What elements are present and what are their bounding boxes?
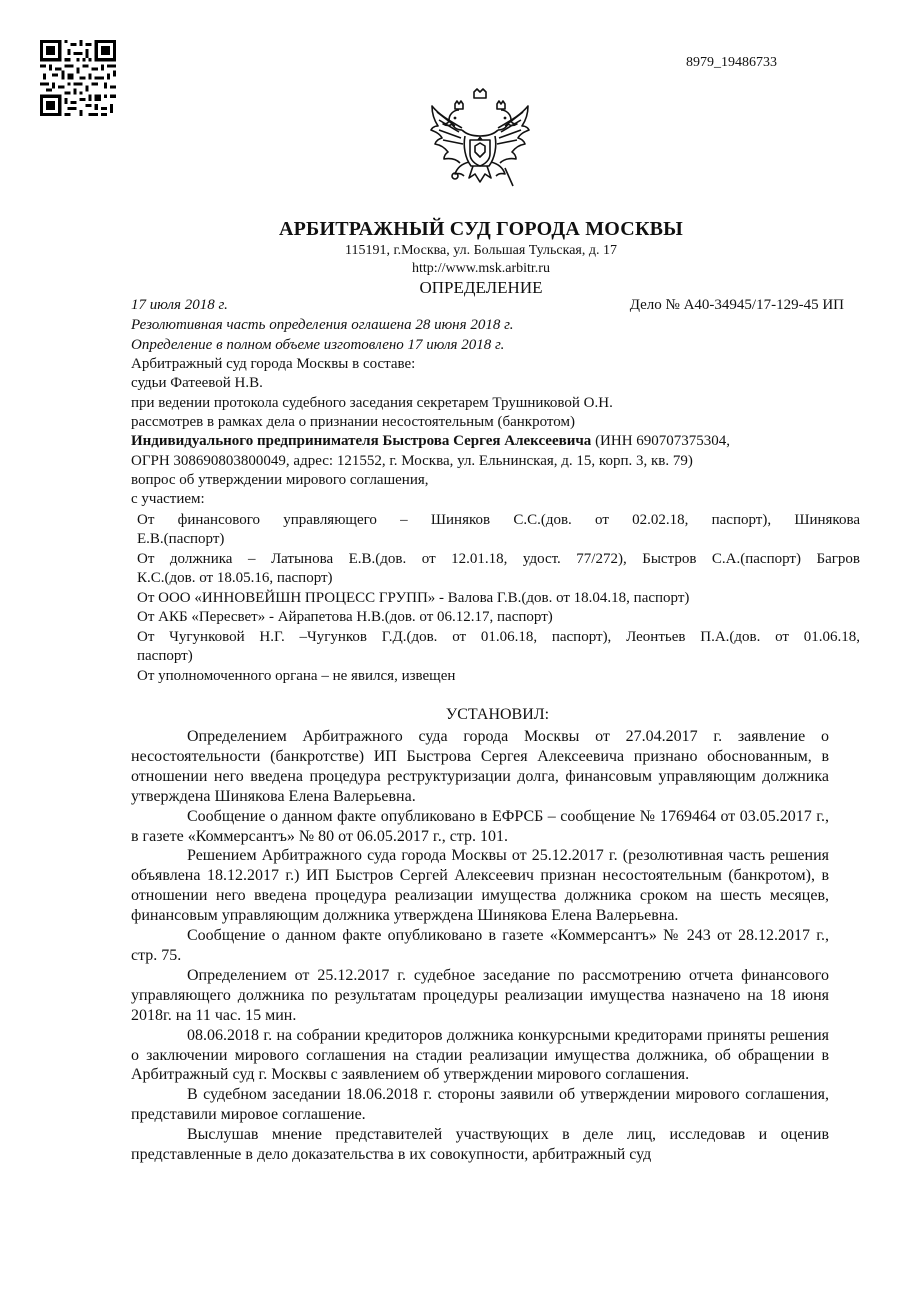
participant-financial-manager-cont: Е.В.(паспорт) [137, 531, 225, 547]
participant-bank: От АКБ «Пересвет» - Айрапетова Н.В.(дов. от 06.12.17, паспорт) [137, 609, 553, 625]
participant-debtor-cont: К.С.(дов. от 18.05.16, паспорт) [137, 570, 333, 586]
debtor-name: Индивидуального предпринимателя Быстрова Сергея Алексеевича [131, 433, 592, 449]
operative-part-date: Резолютивная часть определения оглашена 28 июня 2018 г. [131, 317, 514, 333]
court-website-link[interactable]: http://www.msk.arbitr.ru [412, 261, 550, 276]
secretary-line: при ведении протокола судебного заседания секретарем Трушниковой О.Н. [131, 395, 613, 411]
judge-line: судьи Фатеевой Н.В. [131, 375, 263, 391]
established-body [131, 727, 829, 1165]
case-subject-line: рассмотрев в рамках дела о признании несостоятельным (банкротом) [131, 414, 575, 430]
paragraph: Сообщение о данном факте опубликовано в ЕФРСБ – сообщение № 1769464 от 03.05.2017 г., в газете «Коммерсантъ» № 80 от 06.05.2017 г., стр. 101. [131, 807, 829, 845]
qr-code-icon [40, 40, 116, 116]
participant-llc: От ООО «ИННОВЕЙШН ПРОЦЕСС ГРУПП» - Валова Г.В.(дов. от 18.04.18, паспорт) [137, 590, 690, 606]
case-number: Дело № А40-34945/17-129-45 ИП [629, 297, 844, 313]
composition-line: Арбитражный суд города Москвы в составе: [131, 356, 416, 372]
participant-chugunkova-cont: паспорт) [137, 648, 193, 664]
paragraph: Решением Арбитражного суда города Москвы от 25.12.2017 г. (резолютивная часть решения объявлена 18.12.2017 г.) ИП Быстров Сергей Алексеевич признан несостоятельным (банкротом), в отношении него введена процедура реализации имущества должника сроком на шесть месяцев, финансовым управляющим должника утверждена Шинякова Елена Валерьевна. [131, 847, 829, 925]
paragraph: Сообщение о данном факте опубликовано в газете «Коммерсантъ» № 243 от 28.12.2017 г., стр. 75. [131, 927, 829, 964]
paragraph: 08.06.2018 г. на собрании кредиторов должника конкурсными кредиторами приняты решения о заключении мирового соглашения на стадии реализации имущества должника, об обращении в Арбитражный суд г. Москвы с заявлением об утверждении мирового соглашения. [131, 1026, 829, 1084]
document-type: ОПРЕДЕЛЕНИЕ [419, 278, 543, 297]
document-id: 8979_19486733 [686, 55, 777, 70]
full-text-date: Определение в полном объеме изготовлено 17 июля 2018 г. [131, 337, 505, 353]
paragraph: Определением от 25.12.2017 г. судебное заседание по рассмотрению отчета финансового управляющего должника по результатам процедуры реализации имущества назначено на 18 июня 2018г. на 11 час. 15 мин. [131, 966, 829, 1024]
participant-authority: От уполномоченного органа – не явился, извещен [137, 668, 456, 684]
participant-debtor: От должника – Латынова Е.В.(дов. от 12.01.18, удост. 77/272), Быстров С.А.(паспорт) Багров [137, 551, 860, 567]
participation-label: с участием: [131, 491, 205, 507]
paragraph: Выслушав мнение представителей участвующих в деле лиц, исследовав и оценив представленные в дело доказательства в их совокупности, арбитражный суд [131, 1126, 829, 1164]
question-line: вопрос об утверждении мирового соглашения, [131, 472, 429, 488]
ruling-date: 17 июля 2018 г. [131, 297, 228, 313]
established-heading: УСТАНОВИЛ: [445, 706, 550, 723]
participant-financial-manager: От финансового управляющего – Шиняков С.С.(дов. от 02.02.18, паспорт), Шинякова [137, 512, 860, 528]
court-title: АРБИТРАЖНЫЙ СУД ГОРОДА МОСКВЫ [278, 218, 684, 240]
coat-of-arms-icon [425, 88, 535, 196]
debtor-inn: (ИНН 690707375304, [591, 433, 731, 449]
court-address: 115191, г.Москва, ул. Большая Тульская, д. 17 [345, 243, 617, 258]
debtor-address-line: ОГРН 308690803800049, адрес: 121552, г. Москва, ул. Ельнинская, д. 15, корп. 3, кв. 79) [131, 453, 693, 469]
participant-chugunkova: От Чугунковой Н.Г. –Чугунков Г.Д.(дов. от 01.06.18, паспорт), Леонтьев П.А.(дов. от 01.06.18, [137, 629, 860, 645]
paragraph: В судебном заседании 18.06.2018 г. стороны заявили об утверждении мирового соглашения, представили мировое соглашение. [131, 1086, 829, 1124]
debtor-line [131, 433, 730, 450]
paragraph: Определением Арбитражного суда города Москвы от 27.04.2017 г. заявление о несостоятельности (банкротстве) ИП Быстрова Сергея Алексеевича признано обоснованным, в отношении него введена процедура реструктуризации долга, финансовым управляющим должника утверждена Шинякова Елена Валерьевна. [131, 728, 829, 805]
